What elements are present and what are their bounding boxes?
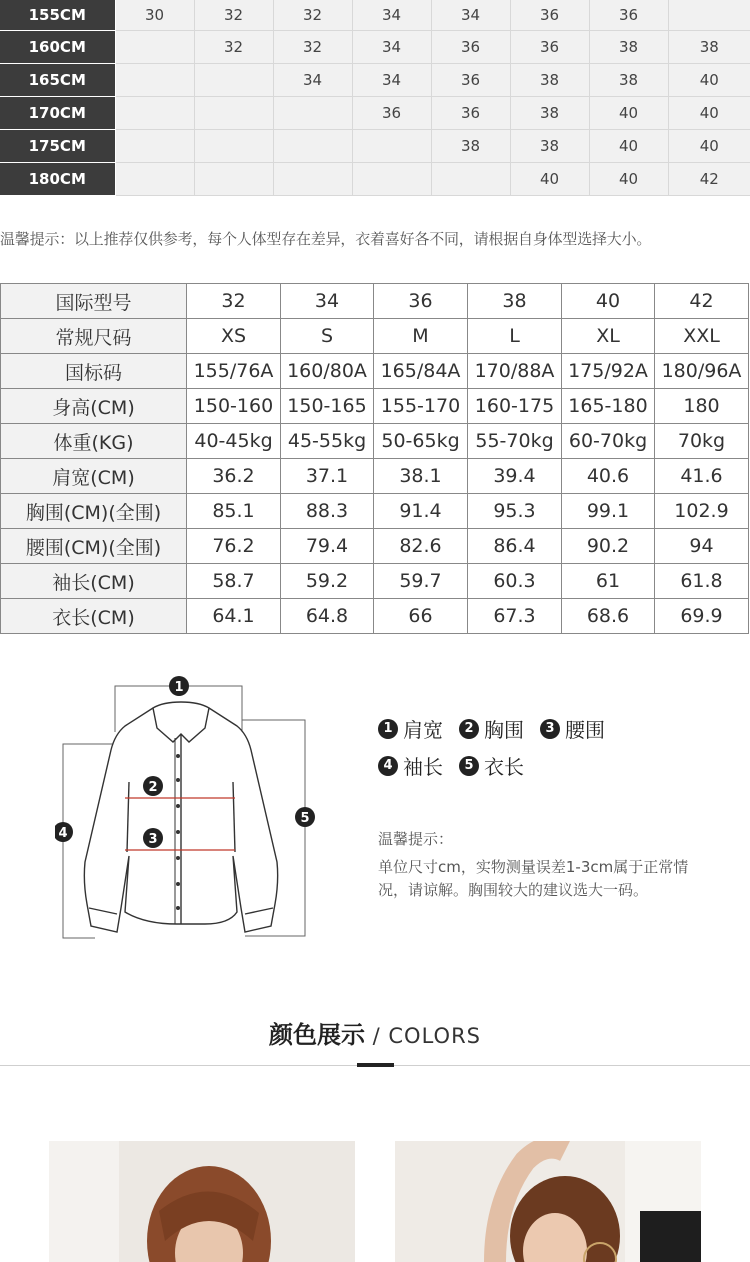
- product-photo-2[interactable]: [395, 1141, 701, 1262]
- rec-cell: 36: [510, 31, 589, 64]
- size-cell: 86.4: [468, 529, 562, 564]
- size-row: [1, 284, 749, 319]
- size-row: [1, 459, 749, 494]
- rec-cell: [194, 97, 273, 130]
- size-cell: 82.6: [374, 529, 468, 564]
- size-row: [1, 494, 749, 529]
- rec-cell: 36: [431, 31, 510, 64]
- rec-cell: 40: [510, 163, 589, 196]
- size-cell: 155-170: [374, 389, 468, 424]
- size-cell: 64.8: [281, 599, 374, 634]
- rec-cell: [352, 163, 431, 196]
- size-row: [1, 599, 749, 634]
- size-cell: L: [468, 319, 562, 354]
- rec-cell: 40: [668, 130, 750, 163]
- legend-length: [459, 751, 524, 780]
- rec-height-label: 170CM: [0, 97, 115, 130]
- rec-cell: 34: [352, 64, 431, 97]
- size-row-label: 袖长(CM): [1, 564, 187, 599]
- marker-4: [55, 822, 73, 842]
- recommendation-tip: 温馨提示：以上推荐仅供参考，每个人体型存在差异，衣着喜好各不同，请根据自身体型选择大小。: [0, 230, 652, 248]
- size-cell: 79.4: [281, 529, 374, 564]
- legend-num: 5: [459, 756, 479, 776]
- rec-cell: 36: [589, 0, 668, 31]
- svg-text:3: 3: [148, 832, 158, 847]
- size-cell: 37.1: [281, 459, 374, 494]
- rec-row: [0, 31, 750, 64]
- legend-sleeve: [378, 751, 443, 780]
- measurement-legend: [378, 710, 621, 784]
- size-row-label: 国标码: [1, 354, 187, 389]
- svg-text:5: 5: [300, 811, 310, 826]
- measurement-tip-title: 温馨提示：: [378, 830, 454, 848]
- rec-cell: [431, 163, 510, 196]
- size-cell: M: [374, 319, 468, 354]
- size-cell: 60.3: [468, 564, 562, 599]
- rec-cell: 38: [589, 64, 668, 97]
- size-cell: 150-165: [281, 389, 374, 424]
- size-cell: 66: [374, 599, 468, 634]
- size-row-label: 胸围(CM)(全围): [1, 494, 187, 529]
- size-row: [1, 424, 749, 459]
- size-cell: 64.1: [187, 599, 281, 634]
- rec-height-label: 160CM: [0, 31, 115, 64]
- rec-cell: 32: [194, 31, 273, 64]
- size-cell: 175/92A: [562, 354, 655, 389]
- legend-label: 衣长: [484, 755, 524, 779]
- size-cell: 160-175: [468, 389, 562, 424]
- rec-cell: 38: [589, 31, 668, 64]
- legend-label: 胸围: [484, 718, 524, 742]
- size-cell: 160/80A: [281, 354, 374, 389]
- rec-cell: 36: [352, 97, 431, 130]
- size-row-label: 肩宽(CM): [1, 459, 187, 494]
- rec-cell: [273, 163, 352, 196]
- size-cell: 36: [374, 284, 468, 319]
- size-row: [1, 389, 749, 424]
- size-cell: 38.1: [374, 459, 468, 494]
- size-cell: 59.7: [374, 564, 468, 599]
- svg-text:2: 2: [148, 780, 158, 795]
- size-cell: 91.4: [374, 494, 468, 529]
- rec-cell: [352, 130, 431, 163]
- size-cell: 32: [187, 284, 281, 319]
- size-cell: 34: [281, 284, 374, 319]
- size-cell: 61: [562, 564, 655, 599]
- size-cell: 70kg: [655, 424, 749, 459]
- size-cell: 36.2: [187, 459, 281, 494]
- shirt-illustration: [55, 672, 325, 952]
- size-cell: 45-55kg: [281, 424, 374, 459]
- rec-cell: [273, 97, 352, 130]
- size-row-label: 国际型号: [1, 284, 187, 319]
- rec-cell: 40: [589, 130, 668, 163]
- rec-row: [0, 130, 750, 163]
- rec-cell: 38: [510, 97, 589, 130]
- size-cell: 76.2: [187, 529, 281, 564]
- rec-height-label: 165CM: [0, 64, 115, 97]
- colors-title-en: / COLORS: [372, 1024, 481, 1048]
- rec-cell: 38: [510, 130, 589, 163]
- rec-row: [0, 64, 750, 97]
- shirt-measurement-diagram: [55, 672, 325, 952]
- size-cell: XL: [562, 319, 655, 354]
- rec-row: [0, 163, 750, 196]
- size-cell: 155/76A: [187, 354, 281, 389]
- rec-cell: [115, 64, 194, 97]
- marker-3: [143, 828, 163, 848]
- shirt-buttons: [176, 754, 180, 910]
- rec-cell: [668, 0, 750, 31]
- size-row: [1, 529, 749, 564]
- colors-section-title: [0, 1015, 750, 1050]
- size-cell: 58.7: [187, 564, 281, 599]
- size-row-label: 衣长(CM): [1, 599, 187, 634]
- rec-row: [0, 0, 750, 31]
- size-cell: 165-180: [562, 389, 655, 424]
- size-cell: S: [281, 319, 374, 354]
- rec-cell: [115, 97, 194, 130]
- size-recommendation-table: [0, 0, 750, 196]
- size-cell: 69.9: [655, 599, 749, 634]
- size-cell: 165/84A: [374, 354, 468, 389]
- rec-cell: 32: [273, 0, 352, 31]
- size-cell: 39.4: [468, 459, 562, 494]
- size-cell: 42: [655, 284, 749, 319]
- rec-cell: [194, 130, 273, 163]
- legend-label: 肩宽: [403, 718, 443, 742]
- legend-shoulder: [378, 714, 443, 743]
- rec-cell: [194, 64, 273, 97]
- rec-cell: 34: [431, 0, 510, 31]
- size-cell: 170/88A: [468, 354, 562, 389]
- model-photo-illustration: [395, 1141, 701, 1262]
- rec-cell: 34: [352, 0, 431, 31]
- size-cell: 60-70kg: [562, 424, 655, 459]
- legend-num: 2: [459, 719, 479, 739]
- rec-cell: 36: [431, 97, 510, 130]
- rec-height-label: 180CM: [0, 163, 115, 196]
- size-cell: 68.6: [562, 599, 655, 634]
- rec-height-label: 175CM: [0, 130, 115, 163]
- size-cell: 59.2: [281, 564, 374, 599]
- size-cell: 180/96A: [655, 354, 749, 389]
- rec-cell: 40: [668, 64, 750, 97]
- size-cell: 41.6: [655, 459, 749, 494]
- size-cell: 40.6: [562, 459, 655, 494]
- size-cell: 61.8: [655, 564, 749, 599]
- size-row-label: 常规尺码: [1, 319, 187, 354]
- size-row-label: 体重(KG): [1, 424, 187, 459]
- size-row: [1, 564, 749, 599]
- size-cell: 95.3: [468, 494, 562, 529]
- size-cell: XXL: [655, 319, 749, 354]
- product-photo-1[interactable]: [49, 1141, 355, 1262]
- size-cell: 99.1: [562, 494, 655, 529]
- legend-waist: [540, 714, 605, 743]
- svg-text:4: 4: [58, 826, 68, 841]
- size-cell: 150-160: [187, 389, 281, 424]
- size-cell: 67.3: [468, 599, 562, 634]
- size-cell: XS: [187, 319, 281, 354]
- measurement-tip-body: 单位尺寸cm，实物测量误差1-3cm属于正常情况，请谅解。胸围较大的建议选大一码。: [378, 858, 689, 899]
- size-row: [1, 319, 749, 354]
- rec-cell: 34: [273, 64, 352, 97]
- size-cell: 102.9: [655, 494, 749, 529]
- rec-cell: 40: [668, 97, 750, 130]
- size-cell: 50-65kg: [374, 424, 468, 459]
- rec-height-label: 155CM: [0, 0, 115, 31]
- size-cell: 90.2: [562, 529, 655, 564]
- rec-cell: 32: [273, 31, 352, 64]
- size-row-label: 身高(CM): [1, 389, 187, 424]
- size-cell: 85.1: [187, 494, 281, 529]
- size-cell: 40-45kg: [187, 424, 281, 459]
- rec-cell: 32: [194, 0, 273, 31]
- legend-label: 袖长: [403, 755, 443, 779]
- rec-cell: 40: [589, 163, 668, 196]
- size-cell: 38: [468, 284, 562, 319]
- rec-cell: 38: [668, 31, 750, 64]
- rec-cell: 38: [431, 130, 510, 163]
- rec-cell: 38: [510, 64, 589, 97]
- rec-cell: [273, 130, 352, 163]
- marker-5: [295, 807, 315, 827]
- rec-row: [0, 97, 750, 130]
- svg-text:1: 1: [174, 680, 184, 695]
- colors-title-cn: 颜色展示: [269, 1021, 365, 1049]
- legend-chest: [459, 714, 524, 743]
- size-chart-table: [0, 283, 749, 634]
- size-row: [1, 354, 749, 389]
- rec-cell: 42: [668, 163, 750, 196]
- rec-cell: 30: [115, 0, 194, 31]
- size-cell: 94: [655, 529, 749, 564]
- rec-cell: 36: [431, 64, 510, 97]
- marker-1: [169, 676, 189, 696]
- legend-label: 腰围: [565, 718, 605, 742]
- rec-cell: [194, 163, 273, 196]
- marker-2: [143, 776, 163, 796]
- legend-num: 4: [378, 756, 398, 776]
- rec-cell: [115, 31, 194, 64]
- legend-num: 1: [378, 719, 398, 739]
- size-cell: 88.3: [281, 494, 374, 529]
- size-row-label: 腰围(CM)(全围): [1, 529, 187, 564]
- rec-cell: 36: [510, 0, 589, 31]
- rec-cell: 34: [352, 31, 431, 64]
- size-cell: 180: [655, 389, 749, 424]
- size-cell: 55-70kg: [468, 424, 562, 459]
- rec-cell: 40: [589, 97, 668, 130]
- legend-num: 3: [540, 719, 560, 739]
- model-photo-illustration: [49, 1141, 355, 1262]
- section-divider-accent: [357, 1063, 394, 1067]
- rec-cell: [115, 130, 194, 163]
- size-cell: 40: [562, 284, 655, 319]
- rec-cell: [115, 163, 194, 196]
